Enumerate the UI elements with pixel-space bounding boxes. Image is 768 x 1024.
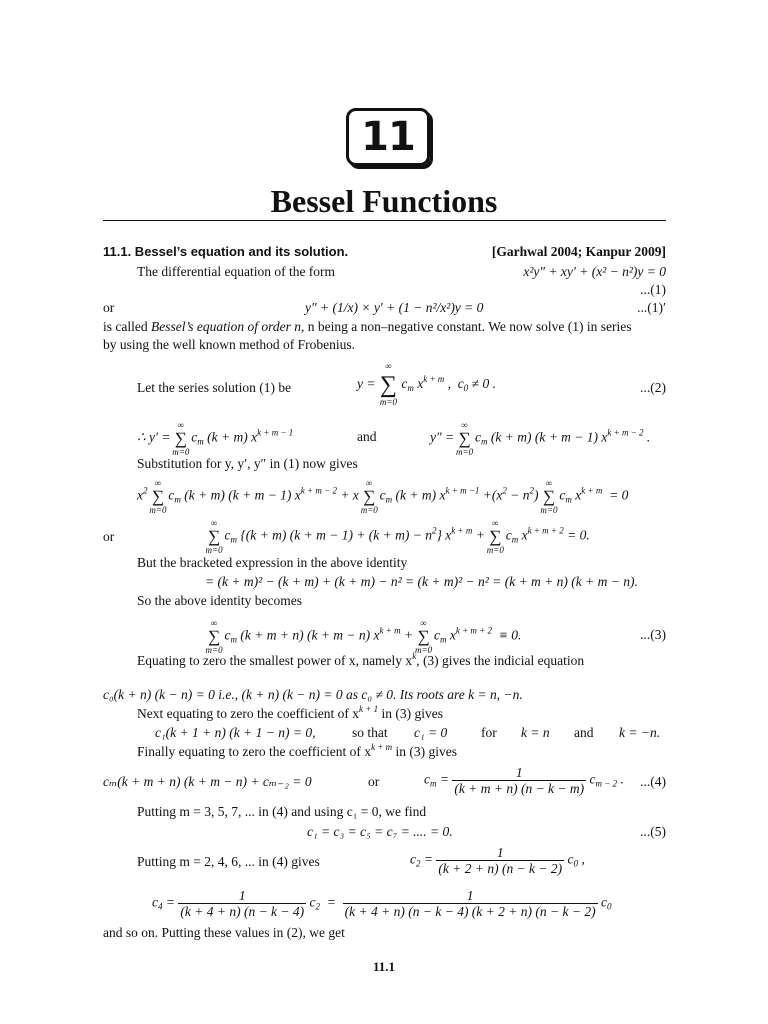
c4-eq: $c_4$ = $\frac{1}{(k + 4 + n) (n - k - 4)}$ $c_2$ = $\frac{1}{(k + 4 + n) (n - k - 4) (k + 2 + n) (n - k - 2)}$ $c_0$ bbox=[152, 888, 612, 919]
called-line bbox=[103, 320, 631, 334]
chapter-title: Bessel Functions bbox=[270, 183, 498, 219]
substitution-text: Substitution for y, y′, y″ in (1) now gives bbox=[137, 456, 358, 471]
title-divider bbox=[103, 220, 666, 221]
finally-equating-a: Finally equating to zero the coefficient of x bbox=[137, 744, 372, 759]
substitution-eq: $x^2$ ∞ ∑ m=0 $c_m$ (k + m) (k + m − 1) $x^{k + m - 2} + x$ ∞ ∑ m=0 $c_m$ (k + m) $x^{k + m -1} +(x^2 - n^2)$ ∞ ∑ m=0 $c_m$ $x^{k + m} = 0$ bbox=[137, 478, 629, 515]
frobenius-line: by using the well known method of Frobenius. bbox=[103, 337, 355, 352]
recurrence-rhs: $c_m$ = $\frac{1}{(k + m + n) (n - k - m)}$ $c_{m - 2}$ . bbox=[424, 765, 624, 796]
eq-label-5: ...(5) bbox=[640, 824, 666, 839]
finally-equating-line: Finally equating to zero the coefficient of $x^{k + m}$ in (3) gives bbox=[137, 742, 458, 759]
bessel-alt: y″ + (1/x) × y′ + (1 − n²/x²)y = 0 bbox=[305, 300, 484, 315]
called-a: is called bbox=[103, 319, 151, 334]
combined-identity: ∞ ∑ m=0 $c_m$ {(k + m) $(k + m - 1) + (k + m) - n^2$} $x^{k + m}$ + ∞ ∑ m=0 $c_m$ $x^{k + m + 2} = 0$. bbox=[205, 518, 590, 555]
next-equating-b: in (3) gives bbox=[378, 706, 443, 721]
bracketed-text: But the bracketed expression in the above identity bbox=[137, 555, 408, 570]
eq-label-1p: ...(1)′ bbox=[637, 300, 666, 315]
section-citation: [Garhwal 2004; Kanpur 2009] bbox=[491, 244, 666, 259]
or-text-1: or bbox=[103, 300, 115, 315]
and-so-on-text: and so on. Putting these values in (2), we get bbox=[103, 925, 345, 940]
k-eq-minus-n: k = −n. bbox=[619, 725, 661, 740]
called-c: , n being a non–negative constant. We now solve (1) in series bbox=[300, 319, 632, 334]
let-series-text: Let the series solution (1) be bbox=[137, 380, 292, 395]
intro-text: The differential equation of the form bbox=[137, 264, 336, 279]
c1-eq: c₁(k + 1 + n) (k + 1 − n) = 0, bbox=[155, 725, 316, 740]
identity-3: ∞ ∑ m=0 $c_m$ (k + m + n) (k + m − n) $x^{k + m}$ + ∞ ∑ m=0 $c_m$ $x^{k + m + 2} \equiv 0$. bbox=[205, 618, 522, 655]
putting-even-text: Putting m = 2, 4, 6, ... in (4) gives bbox=[137, 854, 320, 869]
next-equating-a: Next equating to zero the coefficient of x bbox=[137, 706, 360, 721]
eq-label-4: ...(4) bbox=[640, 774, 666, 789]
equating-smallest-b: , (3) gives the indicial equation bbox=[416, 653, 585, 668]
series-solution-eq: y = ∞ ∑ m=0 $c_m$ $x^{k + m}$ , $c_0 \ne 0$ . bbox=[357, 361, 496, 407]
page-number: 11.1 bbox=[372, 959, 396, 974]
c1-zero: c₁ = 0 bbox=[414, 725, 448, 740]
c2-eq: $c_2$ = $\frac{1}{(k + 2 + n) (n - k - 2)}$ $c_0$ , bbox=[410, 845, 585, 876]
bracket-expansion: = (k + m)² − (k + m) + (k + m) − n² = (k + m)² − n² = (k + m + n) (k + m − n). bbox=[205, 574, 638, 589]
finally-equating-b: in (3) gives bbox=[392, 744, 458, 759]
eq-label-2: ...(2) bbox=[640, 380, 666, 395]
recurrence-lhs: cₘ(k + m + n) (k + m − n) + cₘ₋₂ = 0 bbox=[103, 774, 312, 789]
k-eq-n: k = n bbox=[521, 725, 550, 740]
eq-label-3: ...(3) bbox=[640, 627, 666, 642]
for-text: for bbox=[481, 725, 497, 740]
y-prime-eq: ∴ y′ = ∞ ∑ m=0 $c_m$ (k + m) $x^{k + m - 1}$ bbox=[137, 420, 294, 457]
y-double-prime-eq: y″ = ∞ ∑ m=0 $c_m$ (k + m) (k + m − 1) $x^{k + m - 2}$ . bbox=[430, 420, 651, 457]
odd-zero-eq: c₁ = c₃ = c₅ = c₇ = .... = 0. bbox=[307, 824, 453, 839]
section-heading: 11.1. Bessel’s equation and its solution. bbox=[103, 244, 349, 259]
so-identity-text: So the above identity becomes bbox=[137, 593, 302, 608]
called-b: Bessel’s equation of order n bbox=[150, 319, 301, 334]
or-text-2: or bbox=[103, 529, 115, 544]
chapter-number-badge bbox=[346, 108, 430, 166]
chapter-number: 11 bbox=[361, 114, 415, 160]
bessel-ode: x²y″ + xy′ + (x² − n²)y = 0 bbox=[523, 264, 666, 279]
putting-odd-text: Putting m = 3, 5, 7, ... in (4) and using c₁ = 0, we find bbox=[137, 804, 427, 819]
and-text-2: and bbox=[574, 725, 594, 740]
equating-smallest-line: Equating to zero the smallest power of x, namely $x^k$, (3) gives the indicial equation bbox=[137, 651, 585, 668]
eq-label-1: ...(1) bbox=[640, 282, 666, 297]
indicial-roots: c₀(k + n) (k − n) = 0 i.e., (k + n) (k − n) = 0 as c₀ ≠ 0. Its roots are k = n, −n. bbox=[103, 687, 523, 702]
equating-smallest-a: Equating to zero the smallest power of x, namely x bbox=[137, 653, 413, 668]
so-that-text: so that bbox=[352, 725, 388, 740]
and-text-1: and bbox=[357, 429, 377, 444]
or-text-3: or bbox=[368, 774, 380, 789]
next-equating-line: Next equating to zero the coefficient of $x^{k + 1}$ in (3) gives bbox=[137, 704, 443, 721]
